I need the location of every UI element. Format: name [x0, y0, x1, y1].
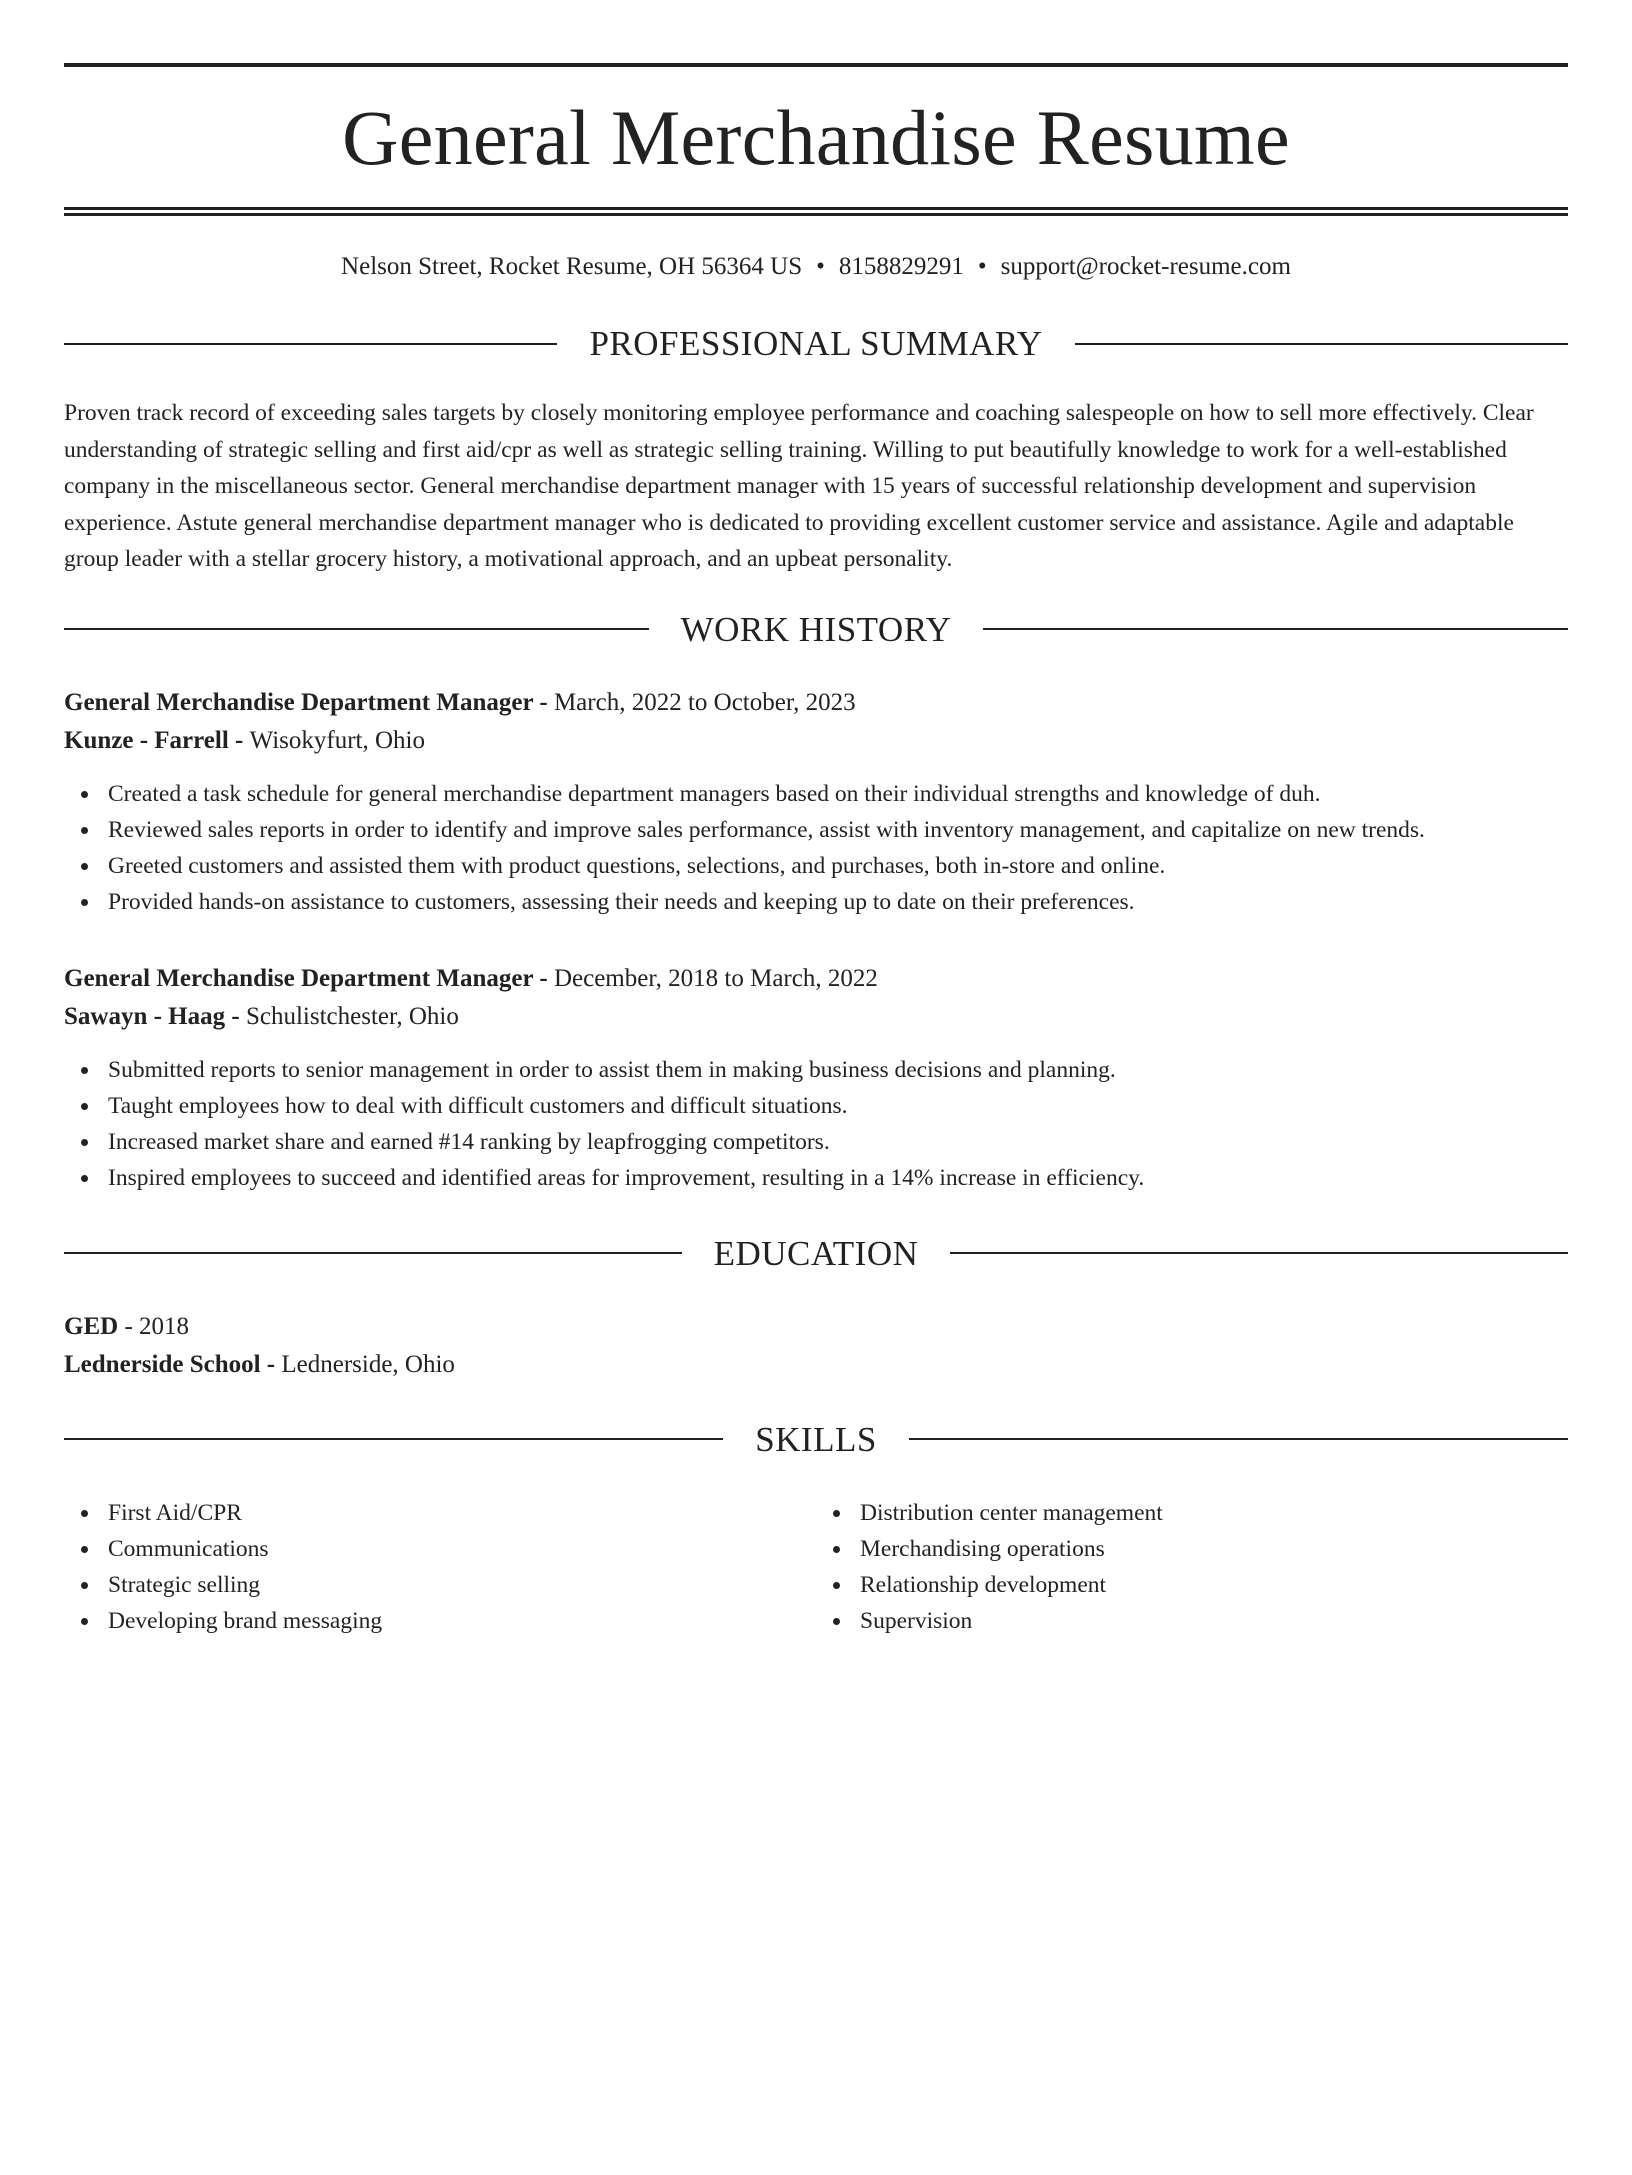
- divider: [909, 1438, 1568, 1440]
- contact-separator: •: [977, 253, 987, 280]
- job-dash: -: [228, 726, 250, 754]
- job-title: General Merchandise Department Manager: [64, 964, 534, 992]
- job-title-line: [64, 684, 1568, 722]
- section-title: SKILLS: [755, 1419, 877, 1459]
- list-item: Created a task schedule for general merchandise department managers based on their individual strengths and knowledge of duh.: [64, 776, 1568, 812]
- contact-address: Nelson Street, Rocket Resume, OH 56364 US: [341, 253, 803, 280]
- skills-list: [64, 1495, 816, 1639]
- skill-item: Distribution center management: [816, 1495, 1568, 1531]
- contact-email: support@rocket-resume.com: [1000, 253, 1291, 280]
- education-entry: [64, 1308, 1568, 1384]
- edu-dash: -: [118, 1312, 140, 1340]
- divider: [1075, 343, 1568, 345]
- job-dash: -: [533, 964, 554, 992]
- edu-dash: -: [260, 1350, 282, 1378]
- contact-separator: •: [816, 253, 825, 280]
- skills-list: [816, 1495, 1568, 1639]
- job-entry: [64, 684, 1568, 920]
- degree: GED: [64, 1312, 119, 1340]
- list-item: Provided hands-on assistance to customers, assessing their needs and keeping up to date on their preferences.: [64, 884, 1568, 920]
- skill-item: Communications: [64, 1531, 816, 1567]
- job-location: Wisokyfurt, Ohio: [249, 726, 425, 754]
- degree-year: 2018: [139, 1312, 190, 1340]
- list-item: Reviewed sales reports in order to identify and improve sales performance, assist with inventory management, and capitalize on new trends.: [64, 812, 1568, 848]
- section-title: EDUCATION: [713, 1233, 919, 1273]
- skill-item: Strategic selling: [64, 1567, 816, 1603]
- contact-line: [64, 252, 1568, 282]
- job-company-line: [64, 722, 1568, 760]
- skills-grid: [64, 1495, 1568, 1639]
- list-item: Taught employees how to deal with difficult customers and difficult situations.: [64, 1088, 1568, 1124]
- job-dash: -: [533, 688, 554, 716]
- school-line: [64, 1346, 1568, 1384]
- section-header-work-history: [64, 609, 1568, 649]
- divider: [64, 1438, 723, 1440]
- contact-phone: 8158829291: [838, 253, 964, 280]
- job-company-line: [64, 998, 1568, 1036]
- section-header-education: [64, 1233, 1568, 1273]
- skills-column-left: [64, 1495, 816, 1639]
- job-dates: March, 2022 to October, 2023: [553, 688, 856, 716]
- skills-column-right: [816, 1495, 1568, 1639]
- job-bullets: [64, 1052, 1568, 1196]
- school-name: Lednerside School: [64, 1350, 261, 1378]
- skill-item: First Aid/CPR: [64, 1495, 816, 1531]
- job-company: Sawayn - Haag: [64, 1002, 226, 1030]
- school-location: Lednerside, Ohio: [281, 1350, 455, 1378]
- list-item: Increased market share and earned #14 ranking by leapfrogging competitors.: [64, 1124, 1568, 1160]
- resume-title: General Merchandise Resume: [342, 94, 1290, 181]
- resume-page: [0, 63, 1632, 2175]
- section-title: PROFESSIONAL SUMMARY: [589, 324, 1043, 363]
- degree-line: [64, 1308, 1568, 1346]
- list-item: Greeted customers and assisted them with product questions, selections, and purchases, both in-store and online.: [64, 848, 1568, 884]
- divider: [64, 1252, 682, 1254]
- job-entry: [64, 960, 1568, 1196]
- skill-item: Merchandising operations: [816, 1531, 1568, 1567]
- divider: [950, 1252, 1568, 1254]
- job-title: General Merchandise Department Manager: [64, 688, 534, 716]
- skill-item: Supervision: [816, 1603, 1568, 1639]
- job-dash: -: [225, 1002, 246, 1030]
- job-title-line: [64, 960, 1568, 998]
- title-double-rule: [64, 207, 1568, 216]
- divider: [983, 628, 1568, 630]
- list-item: Inspired employees to succeed and identified areas for improvement, resulting in a 14% increase in efficiency.: [64, 1160, 1568, 1196]
- divider: [64, 628, 649, 630]
- section-header-summary: [64, 326, 1568, 361]
- summary-paragraph: Proven track record of exceeding sales targets by closely monitoring employee performance and coaching salespeople on how to sell more effectively. Clear understanding of strategic selling and first aid/cpr as well as strategic selling training. Willing to put beautifully knowledge to work for a well-established company in the miscellaneous sector. General merchandise department manager with 15 years of successful relationship development and supervision experience. Astute general merchandise department manager who is dedicated to providing excellent customer service and assistance. Agile and adaptable group leader with a stellar grocery history, a motivational approach, and an upbeat personality.: [64, 400, 1534, 572]
- job-company: Kunze - Farrell: [64, 726, 229, 754]
- divider: [64, 343, 557, 345]
- job-dates: December, 2018 to March, 2022: [553, 964, 878, 992]
- job-location: Schulistchester, Ohio: [245, 1002, 459, 1030]
- skill-item: Relationship development: [816, 1567, 1568, 1603]
- skill-item: Developing brand messaging: [64, 1603, 816, 1639]
- list-item: Submitted reports to senior management in order to assist them in making business decisions and planning.: [64, 1052, 1568, 1088]
- section-header-skills: [64, 1419, 1568, 1459]
- job-bullets: [64, 776, 1568, 920]
- section-title: WORK HISTORY: [680, 609, 952, 649]
